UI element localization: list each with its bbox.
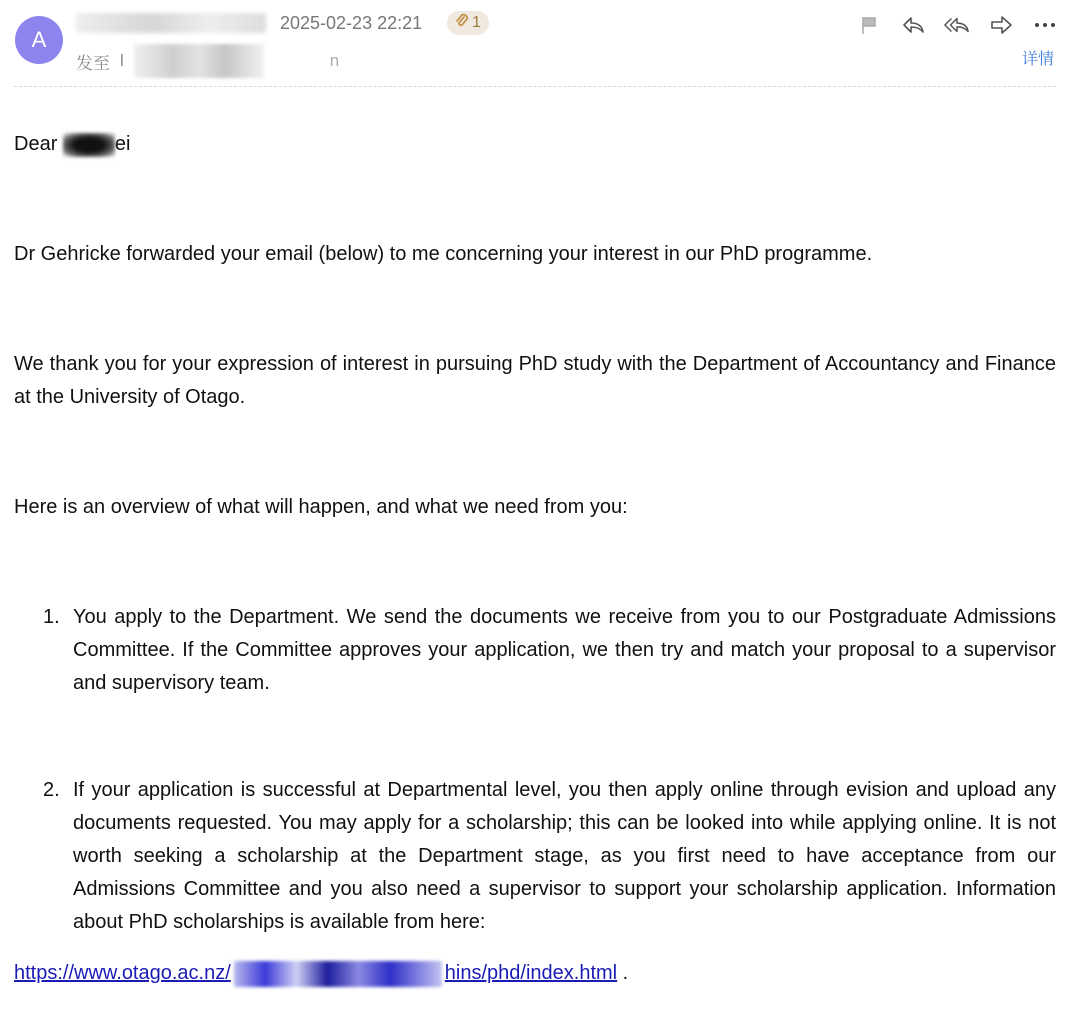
sender-name[interactable] xyxy=(76,12,266,33)
scholarship-link-row: https://www.otago.ac.nz/ hins/phd/index.html . xyxy=(14,957,1056,990)
email-date: 2025-02-23 22:21 xyxy=(280,13,423,33)
attachment-count: 1 xyxy=(472,14,481,31)
reply-icon[interactable] xyxy=(900,12,926,38)
details-link[interactable]: 详情 xyxy=(1021,51,1054,68)
to-prefix: l xyxy=(120,51,124,70)
link-redaction xyxy=(234,961,442,987)
email-toolbar xyxy=(856,12,1058,38)
name-redaction xyxy=(63,133,115,157)
paperclip-icon xyxy=(455,13,469,34)
header-divider xyxy=(14,86,1056,87)
paragraph-thanks: We thank you for your expression of interest in pursuing PhD study with the Department of Accountancy and Finance at the University of Otago. xyxy=(14,353,1056,408)
recipient-redaction xyxy=(134,44,264,78)
forward-icon[interactable] xyxy=(988,12,1014,38)
scholarship-link[interactable]: https://www.otago.ac.nz/ hins/phd/index.html xyxy=(14,962,617,984)
list-item: 1. You apply to the Department. We send the documents we receive from you to our Postgraduate Admissions Committee. If the Committee approves your application, we then try and match your proposal to a supervisor and supervisory team. xyxy=(43,606,1056,694)
paragraph-overview: Here is an overview of what will happen, and what we need from you: xyxy=(14,496,628,518)
to-label: 发至 xyxy=(76,53,110,73)
recipient-row xyxy=(76,44,339,78)
sender-redaction xyxy=(76,13,266,33)
email-header xyxy=(0,0,1080,90)
flag-icon[interactable] xyxy=(856,12,882,38)
list-item: 2. If your application is successful at Departmental level, you then apply online through evision and upload any documents requested. You may apply for a scholarship; this can be looked into while applying online. It is not worth seeking a scholarship at the Department stage, as you first need to have acceptance from our Admissions Committee and you also need a supervisor to support your scholarship application. Information about PhD scholarships is available from here: xyxy=(43,779,1056,933)
paragraph-forwarded: Dr Gehricke forwarded your email (below) to me concerning your interest in our PhD programme. xyxy=(14,243,873,265)
greeting: Dear ei xyxy=(14,133,131,155)
reply-all-icon[interactable] xyxy=(944,12,970,38)
email-body xyxy=(14,128,1056,990)
more-icon[interactable] xyxy=(1032,12,1058,38)
attachment-badge[interactable] xyxy=(447,11,489,35)
sender-avatar[interactable]: A xyxy=(15,16,63,64)
to-suffix: n xyxy=(329,51,340,70)
